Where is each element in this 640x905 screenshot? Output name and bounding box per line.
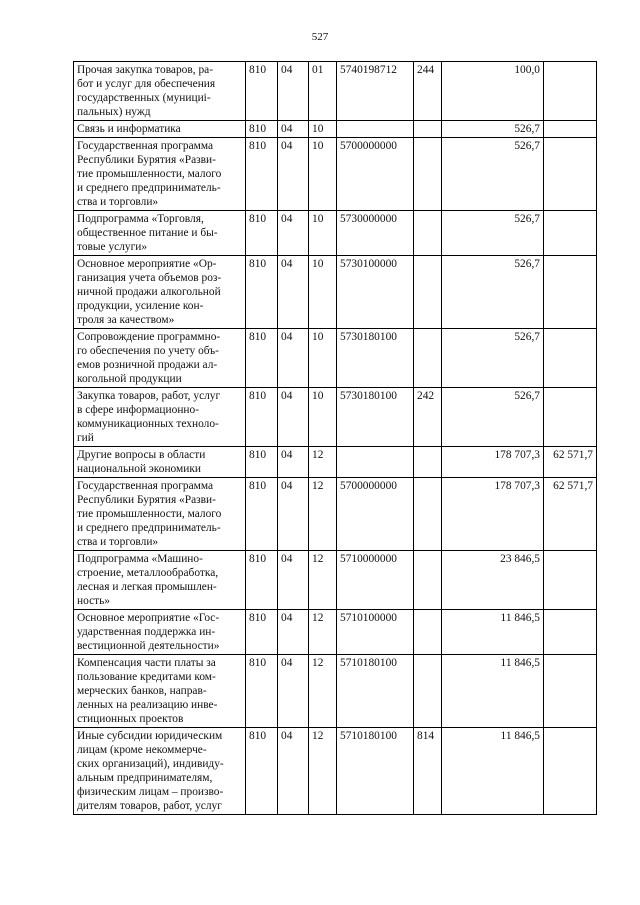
row-sum-2 [544, 728, 597, 815]
row-pr: 10 [309, 121, 337, 138]
row-sum-2 [544, 551, 597, 610]
row-name: Компенсация части платы за пользование кредитами ком- мерческих банков, направ- ленных на реализацию инве- стиционных проектов [74, 655, 246, 728]
row-sum-2 [544, 388, 597, 447]
table-row [74, 62, 597, 121]
row-sum-2 [544, 329, 597, 388]
row-sum-2: 62 571,7 [544, 478, 597, 551]
row-sum-1: 11 846,5 [442, 655, 544, 728]
row-rz: 04 [278, 478, 309, 551]
row-csr: 5700000000 [337, 138, 414, 211]
row-vr [414, 329, 442, 388]
row-pr: 01 [309, 62, 337, 121]
row-name: Иные субсидии юридическим лицам (кроме некоммерче- ских организаций), индивиду- альным предпринимателям, физическим лицам – произво- дителям товаров, работ, услуг [74, 728, 246, 815]
row-sum-1: 23 846,5 [442, 551, 544, 610]
row-sum-2 [544, 655, 597, 728]
row-pr: 10 [309, 329, 337, 388]
row-sum-2 [544, 211, 597, 256]
table-row [74, 728, 597, 815]
row-csr: 5700000000 [337, 478, 414, 551]
row-sum-1: 11 846,5 [442, 610, 544, 655]
row-vr [414, 551, 442, 610]
row-rz: 04 [278, 447, 309, 478]
row-name: Государственная программа Республики Бурятия «Разви- тие промышленности, малого и среднего предприниматель- ства и торговли» [74, 478, 246, 551]
row-csr: 5730000000 [337, 211, 414, 256]
row-pr: 12 [309, 478, 337, 551]
row-sum-2: 62 571,7 [544, 447, 597, 478]
row-vr [414, 478, 442, 551]
row-vr [414, 655, 442, 728]
row-name: Подпрограмма «Машино- строение, металлообработка, лесная и легкая промышлен- ность» [74, 551, 246, 610]
row-rz: 04 [278, 388, 309, 447]
row-name: Основное мероприятие «Ор- ганизация учета объемов роз- ничной продажи алкогольной продукции, усиление кон- троля за качеством» [74, 256, 246, 329]
row-rz: 04 [278, 211, 309, 256]
row-rz: 04 [278, 329, 309, 388]
row-vr [414, 610, 442, 655]
row-ved: 810 [246, 329, 278, 388]
row-ved: 810 [246, 138, 278, 211]
row-rz: 04 [278, 62, 309, 121]
row-pr: 12 [309, 551, 337, 610]
table-row [74, 478, 597, 551]
row-vr: 244 [414, 62, 442, 121]
table-row [74, 610, 597, 655]
row-pr: 10 [309, 211, 337, 256]
row-pr: 10 [309, 256, 337, 329]
row-vr: 814 [414, 728, 442, 815]
row-rz: 04 [278, 138, 309, 211]
budget-table [73, 61, 597, 815]
row-vr [414, 121, 442, 138]
row-rz: 04 [278, 256, 309, 329]
table-row [74, 447, 597, 478]
row-sum-2 [544, 121, 597, 138]
row-pr: 12 [309, 610, 337, 655]
row-vr [414, 256, 442, 329]
row-ved: 810 [246, 62, 278, 121]
row-csr: 5710100000 [337, 610, 414, 655]
row-sum-1: 526,7 [442, 211, 544, 256]
table-row [74, 138, 597, 211]
table-row [74, 329, 597, 388]
row-name: Прочая закупка товаров, ра- бот и услуг для обеспечения государственных (мунициi- пальных) нужд [74, 62, 246, 121]
table-row [74, 551, 597, 610]
row-sum-2 [544, 62, 597, 121]
row-vr [414, 447, 442, 478]
row-csr [337, 121, 414, 138]
row-ved: 810 [246, 211, 278, 256]
row-rz: 04 [278, 610, 309, 655]
row-rz: 04 [278, 551, 309, 610]
row-name: Государственная программа Республики Бурятия «Разви- тие промышленности, малого и среднего предприниматель- ства и торговли» [74, 138, 246, 211]
table-row [74, 211, 597, 256]
row-ved: 810 [246, 551, 278, 610]
row-rz: 04 [278, 121, 309, 138]
row-vr [414, 138, 442, 211]
row-csr: 5730180100 [337, 388, 414, 447]
row-csr: 5730100000 [337, 256, 414, 329]
row-sum-1: 526,7 [442, 388, 544, 447]
table-row [74, 655, 597, 728]
row-csr: 5710180100 [337, 655, 414, 728]
table-row [74, 256, 597, 329]
row-csr: 5730180100 [337, 329, 414, 388]
row-pr: 10 [309, 388, 337, 447]
row-ved: 810 [246, 121, 278, 138]
row-csr: 5740198712 [337, 62, 414, 121]
row-ved: 810 [246, 447, 278, 478]
row-vr [414, 211, 442, 256]
row-pr: 12 [309, 447, 337, 478]
table-row [74, 388, 597, 447]
row-ved: 810 [246, 256, 278, 329]
row-sum-2 [544, 256, 597, 329]
row-pr: 10 [309, 138, 337, 211]
page-number: 527 [311, 31, 329, 43]
row-pr: 12 [309, 728, 337, 815]
row-sum-1: 526,7 [442, 138, 544, 211]
row-ved: 810 [246, 728, 278, 815]
row-sum-1: 178 707,3 [442, 447, 544, 478]
row-csr [337, 447, 414, 478]
row-sum-1: 526,7 [442, 329, 544, 388]
row-sum-1: 526,7 [442, 256, 544, 329]
row-ved: 810 [246, 610, 278, 655]
row-name: Основное мероприятие «Гос- ударственная поддержка ин- вестиционной деятельности» [74, 610, 246, 655]
row-sum-1: 178 707,3 [442, 478, 544, 551]
row-ved: 810 [246, 388, 278, 447]
row-name: Связь и информатика [74, 121, 246, 138]
row-vr: 242 [414, 388, 442, 447]
row-sum-1: 100,0 [442, 62, 544, 121]
row-rz: 04 [278, 728, 309, 815]
row-sum-2 [544, 610, 597, 655]
row-ved: 810 [246, 478, 278, 551]
row-pr: 12 [309, 655, 337, 728]
row-name: Сопровождение программно- го обеспечения по учету объ- емов розничной продажи ал- когольной продукции [74, 329, 246, 388]
row-name: Другие вопросы в области национальной экономики [74, 447, 246, 478]
row-ved: 810 [246, 655, 278, 728]
row-rz: 04 [278, 655, 309, 728]
row-sum-1: 526,7 [442, 121, 544, 138]
row-name: Подпрограмма «Торговля, общественное питание и бы- товые услуги» [74, 211, 246, 256]
row-name: Закупка товаров, работ, услуг в сфере информационно- коммуникационных техноло- гий [74, 388, 246, 447]
row-csr: 5710000000 [337, 551, 414, 610]
row-sum-1: 11 846,5 [442, 728, 544, 815]
table-row [74, 121, 597, 138]
row-csr: 5710180100 [337, 728, 414, 815]
row-sum-2 [544, 138, 597, 211]
